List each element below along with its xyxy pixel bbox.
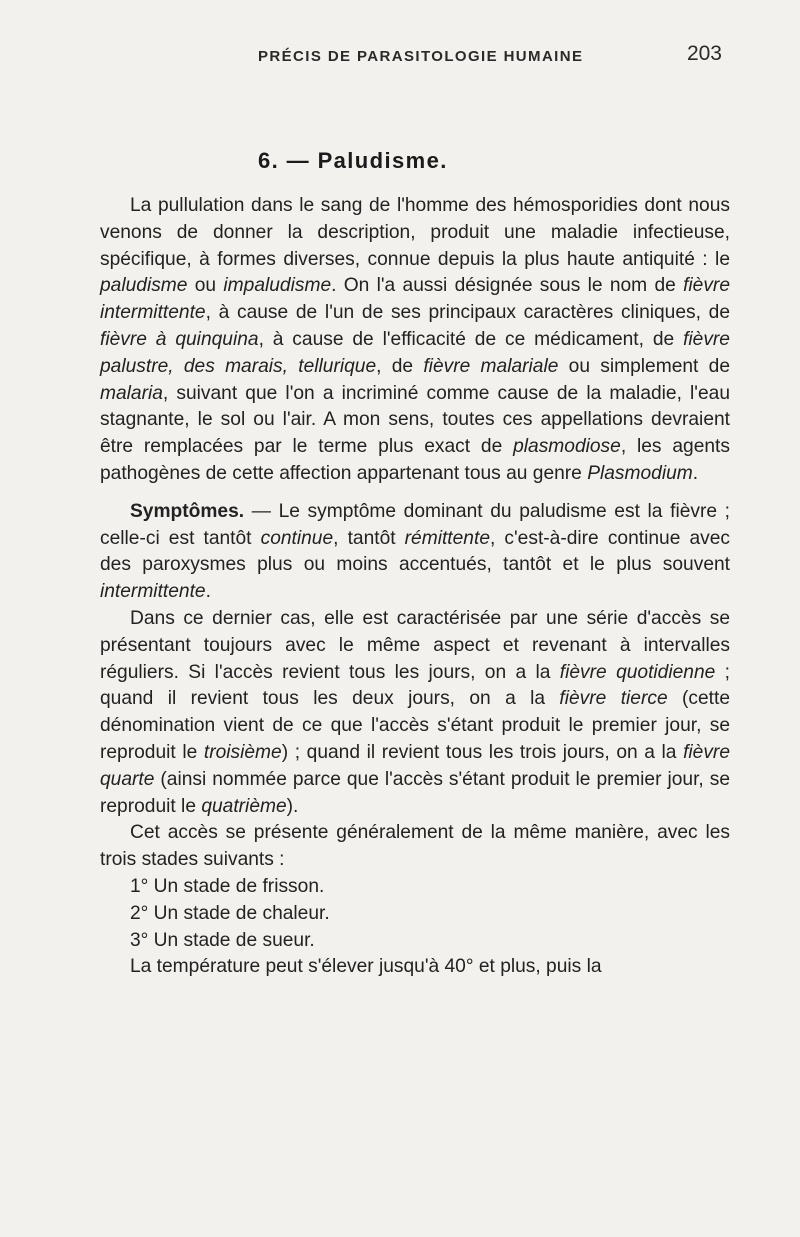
paragraph-paludisme-intro: La pullulation dans le sang de l'homme des hémosporidies dont nous venons de donner la description, produit une maladie infectieuse, spécifique, à formes diverses, connue depuis la plus haute antiquité : le paludisme ou impaludisme. On l'a aussi désignée sous le nom de fièvre intermittente, à cause de l'un de ses principaux caractères cliniques, de fièvre à quinquina, à cause de l'efficacité de ce médicament, de fièvre palustre, des marais, tellurique, de fièvre malariale ou simplement de malaria, suivant que l'on a incriminé comme cause de la maladie, l'eau stagnante, le sol ou l'air. A mon sens, toutes ces appellations devraient être remplacées par le terme plus exact de plasmodiose, les agents pathogènes de cette affection appartenant tous au genre Plasmodium.	[100, 195, 730, 484]
paragraph-fievre-types: Dans ce dernier cas, elle est caractérisée par une série d'accès se présentant toujours avec le même aspect et revenant à intervalles réguliers. Si l'accès revient tous les jours, on a la fièvre quotidienne ; quand il revient tous les deux jours, on a la fièvre tierce (cette dénomination vient de ce que l'accès s'étant produit le premier jour, se reproduit le troisième) ; quand il revient tous les trois jours, on a la fièvre quarte (ainsi nommée parce que l'accès s'étant produit le premier jour, se reproduit le quatrième).	[100, 607, 730, 817]
paragraph-acces-stades: Cet accès se présente généralement de la même manière, avec les trois stades suivants :	[100, 822, 730, 871]
running-title: PRÉCIS DE PARASITOLOGIE HUMAINE	[258, 48, 584, 65]
list-item: 3° Un stade de sueur.	[130, 929, 315, 951]
section-title: 6. — Paludisme.	[258, 148, 448, 173]
list-item: 2° Un stade de chaleur.	[130, 902, 330, 924]
paragraph-temperature: La température peut s'élever jusqu'à 40° et plus, puis la	[130, 956, 602, 978]
paragraph-symptomes: Symptômes. — Le symptôme dominant du paludisme est la fièvre ; celle-ci est tantôt continue, tantôt rémittente, c'est-à-dire continue avec des paroxysmes plus ou moins accentués, tantôt et le plus souvent intermittente.	[100, 500, 730, 603]
list-item: 1° Un stade de frisson.	[130, 875, 325, 897]
page-number: 203	[686, 42, 722, 65]
body-text	[100, 193, 730, 981]
symptomes-heading: Symptômes.	[130, 500, 245, 522]
